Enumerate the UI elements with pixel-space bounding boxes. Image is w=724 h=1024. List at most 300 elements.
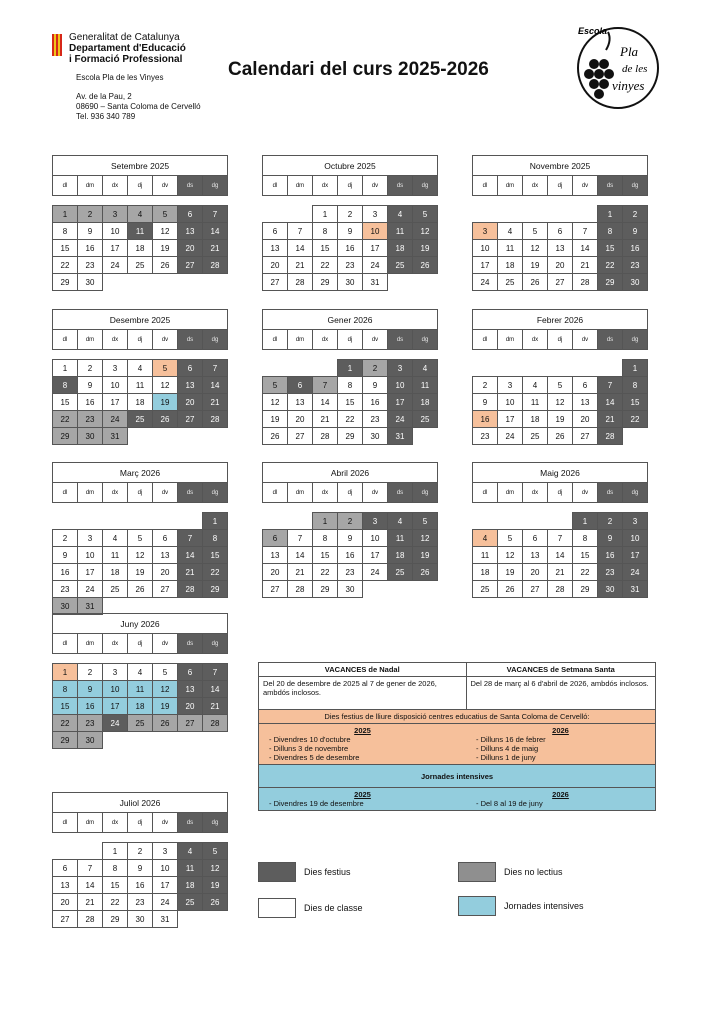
day-cell: 2 <box>53 530 78 547</box>
day-cell: 16 <box>598 547 623 564</box>
day-cell: 13 <box>573 394 598 411</box>
day-cell: 12 <box>413 223 438 240</box>
weekday-header: ds <box>388 330 413 350</box>
legend-label-intensives: Jornades intensives <box>504 901 584 911</box>
calendar-marc-2026 <box>52 462 228 615</box>
day-cell: 19 <box>548 411 573 428</box>
weekday-header: dl <box>53 483 78 503</box>
day-cell: 10 <box>78 547 103 564</box>
day-cell: 23 <box>53 581 78 598</box>
logo-text-top: Escola <box>578 26 608 36</box>
weekday-header: dl <box>263 176 288 196</box>
day-cell: 29 <box>338 428 363 445</box>
day-cell: 16 <box>78 394 103 411</box>
calendar-juny-2026 <box>52 613 228 749</box>
weekday-header: ds <box>178 634 203 654</box>
weekday-header: ds <box>178 176 203 196</box>
day-cell: 11 <box>413 377 438 394</box>
day-cell: 4 <box>523 377 548 394</box>
day-cell: 14 <box>203 223 228 240</box>
day-cell: 2 <box>363 360 388 377</box>
day-cell: 20 <box>548 257 573 274</box>
day-cell: 15 <box>203 547 228 564</box>
day-cell: 30 <box>338 581 363 598</box>
day-cell: 21 <box>548 564 573 581</box>
school-name: Escola Pla de les Vinyes <box>76 73 164 82</box>
day-cell: 6 <box>523 530 548 547</box>
address-line-2: 08690 – Santa Coloma de Cervelló <box>76 102 201 111</box>
day-cell: 12 <box>128 547 153 564</box>
day-cell: 7 <box>178 530 203 547</box>
day-cell: 26 <box>523 274 548 291</box>
day-cell: 6 <box>573 377 598 394</box>
day-cell: 7 <box>313 377 338 394</box>
weekday-header: ds <box>178 813 203 833</box>
day-cell: 22 <box>338 411 363 428</box>
lliure-2025-item: - Divendres 10 d'octubre <box>277 735 462 744</box>
intensives-title: Jornades intensives <box>259 765 656 788</box>
day-cell: 24 <box>103 411 128 428</box>
day-cell: 5 <box>153 360 178 377</box>
weekday-header: dl <box>473 483 498 503</box>
weekday-header: dj <box>338 176 363 196</box>
weekday-header: dx <box>313 483 338 503</box>
day-cell: 27 <box>178 257 203 274</box>
day-cell: 28 <box>313 428 338 445</box>
day-cell: 30 <box>338 274 363 291</box>
day-cell: 20 <box>153 564 178 581</box>
weekday-header: dx <box>313 176 338 196</box>
day-cell: 16 <box>338 240 363 257</box>
day-cell: 21 <box>573 257 598 274</box>
intensives-2025-item: - Divendres 19 de desembre <box>277 799 462 808</box>
day-cell: 8 <box>573 530 598 547</box>
day-cell: 15 <box>53 394 78 411</box>
day-cell: 27 <box>263 274 288 291</box>
weekday-header: dm <box>498 330 523 350</box>
school-logo <box>572 20 664 112</box>
day-cell: 16 <box>78 240 103 257</box>
day-cell: 15 <box>573 547 598 564</box>
day-cell: 17 <box>78 564 103 581</box>
weekday-header: ds <box>178 330 203 350</box>
day-cell: 14 <box>78 877 103 894</box>
lliure-2026-item: - Dilluns 4 de maig <box>484 744 651 753</box>
day-cell: 26 <box>153 715 178 732</box>
day-cell: 29 <box>103 911 128 928</box>
day-cell: 19 <box>263 411 288 428</box>
day-cell: 1 <box>313 206 338 223</box>
day-cell: 10 <box>153 860 178 877</box>
nadal-title: VACANCES de Nadal <box>259 663 467 677</box>
day-cell: 28 <box>598 428 623 445</box>
day-cell: 5 <box>153 206 178 223</box>
day-cell: 28 <box>203 257 228 274</box>
day-cell: 27 <box>548 274 573 291</box>
intensives-2026-item: - Del 8 al 19 de juny <box>484 799 651 808</box>
setmana-santa-text: Del 28 de març al 6 d'abril de 2026, ambdós inclosos. <box>466 677 656 710</box>
weekday-header: dl <box>473 330 498 350</box>
day-cell: 1 <box>53 206 78 223</box>
weekday-header: dx <box>103 176 128 196</box>
day-cell: 17 <box>498 411 523 428</box>
lliure-2025-year: 2025 <box>354 726 371 735</box>
day-cell: 9 <box>78 377 103 394</box>
day-cell: 24 <box>473 274 498 291</box>
weekday-header: dj <box>548 176 573 196</box>
day-cell: 7 <box>548 530 573 547</box>
weekday-header: dl <box>53 634 78 654</box>
day-cell: 8 <box>53 377 78 394</box>
weekday-header: dx <box>523 483 548 503</box>
day-cell: 10 <box>103 377 128 394</box>
day-cell: 22 <box>598 257 623 274</box>
weekday-header: dm <box>78 813 103 833</box>
day-cell: 14 <box>203 377 228 394</box>
day-cell: 10 <box>388 377 413 394</box>
day-cell: 29 <box>203 581 228 598</box>
day-cell: 18 <box>128 698 153 715</box>
weekday-header: dv <box>153 634 178 654</box>
day-cell: 7 <box>203 206 228 223</box>
day-cell: 22 <box>313 257 338 274</box>
day-cell: 29 <box>53 732 78 749</box>
weekday-header: dl <box>263 330 288 350</box>
day-cell: 21 <box>203 394 228 411</box>
day-cell: 20 <box>178 240 203 257</box>
day-cell: 10 <box>103 681 128 698</box>
day-cell: 17 <box>103 698 128 715</box>
day-cell: 12 <box>203 860 228 877</box>
weekday-header: dl <box>263 483 288 503</box>
day-cell: 2 <box>78 206 103 223</box>
legend-label-no-lectius: Dies no lectius <box>504 867 563 877</box>
day-cell: 3 <box>363 513 388 530</box>
day-cell: 18 <box>388 547 413 564</box>
day-cell: 2 <box>78 360 103 377</box>
day-cell: 3 <box>498 377 523 394</box>
legend-swatch-intensives <box>458 896 496 916</box>
day-cell: 15 <box>53 240 78 257</box>
day-cell: 30 <box>623 274 648 291</box>
day-cell: 30 <box>78 428 103 445</box>
day-cell: 17 <box>153 877 178 894</box>
day-cell: 12 <box>523 240 548 257</box>
day-cell: 19 <box>523 257 548 274</box>
day-cell: 6 <box>178 206 203 223</box>
weekday-header: ds <box>388 176 413 196</box>
day-cell: 31 <box>103 428 128 445</box>
weekday-header: dj <box>548 483 573 503</box>
day-cell: 12 <box>153 377 178 394</box>
weekday-header: dg <box>413 176 438 196</box>
day-cell: 4 <box>178 843 203 860</box>
day-cell: 31 <box>78 598 103 615</box>
day-cell: 6 <box>153 530 178 547</box>
day-cell: 17 <box>473 257 498 274</box>
weekday-header: dv <box>153 176 178 196</box>
day-cell: 22 <box>313 564 338 581</box>
weekday-header: dx <box>103 330 128 350</box>
weekday-header: dj <box>128 176 153 196</box>
day-cell: 16 <box>473 411 498 428</box>
day-cell: 11 <box>498 240 523 257</box>
weekday-header: dv <box>573 483 598 503</box>
day-cell: 24 <box>78 581 103 598</box>
weekday-header: dl <box>53 813 78 833</box>
day-cell: 16 <box>78 698 103 715</box>
month-title: Novembre 2025 <box>473 156 648 176</box>
legend-swatch-classe <box>258 898 296 918</box>
weekday-header: dv <box>573 176 598 196</box>
day-cell: 8 <box>313 223 338 240</box>
day-cell: 4 <box>388 513 413 530</box>
calendar-juliol-2026 <box>52 792 228 928</box>
day-cell: 26 <box>413 257 438 274</box>
day-cell: 19 <box>153 394 178 411</box>
day-cell: 28 <box>178 581 203 598</box>
day-cell: 14 <box>178 547 203 564</box>
day-cell: 8 <box>203 530 228 547</box>
day-cell: 23 <box>623 257 648 274</box>
day-cell: 30 <box>78 732 103 749</box>
day-cell: 26 <box>548 428 573 445</box>
day-cell: 17 <box>103 394 128 411</box>
day-cell: 2 <box>338 513 363 530</box>
lliure-2025-block <box>259 724 467 765</box>
day-cell: 3 <box>153 843 178 860</box>
day-cell: 21 <box>288 257 313 274</box>
day-cell: 17 <box>103 240 128 257</box>
weekday-header: dx <box>523 176 548 196</box>
lliure-2025-item: - Dilluns 3 de novembre <box>277 744 462 753</box>
day-cell: 5 <box>153 664 178 681</box>
day-cell: 14 <box>288 240 313 257</box>
day-cell: 4 <box>128 664 153 681</box>
day-cell: 14 <box>548 547 573 564</box>
weekday-header: dj <box>128 634 153 654</box>
day-cell: 15 <box>338 394 363 411</box>
day-cell: 3 <box>103 206 128 223</box>
day-cell: 15 <box>313 240 338 257</box>
weekday-header: dg <box>203 330 228 350</box>
day-cell: 23 <box>78 715 103 732</box>
day-cell: 16 <box>338 547 363 564</box>
day-cell: 21 <box>178 564 203 581</box>
day-cell: 14 <box>313 394 338 411</box>
gov-line-2: Departament d'Educació <box>69 43 186 54</box>
day-cell: 16 <box>53 564 78 581</box>
day-cell: 30 <box>53 598 78 615</box>
weekday-header: dj <box>128 330 153 350</box>
day-cell: 22 <box>623 411 648 428</box>
weekday-header: dv <box>363 483 388 503</box>
day-cell: 17 <box>388 394 413 411</box>
weekday-header: dg <box>203 483 228 503</box>
weekday-header: dg <box>623 176 648 196</box>
day-cell: 23 <box>473 428 498 445</box>
day-cell: 8 <box>103 860 128 877</box>
day-cell: 24 <box>363 564 388 581</box>
month-title: Setembre 2025 <box>53 156 228 176</box>
day-cell: 28 <box>548 581 573 598</box>
day-cell: 23 <box>598 564 623 581</box>
weekday-header: dl <box>53 176 78 196</box>
day-cell: 22 <box>53 257 78 274</box>
day-cell: 24 <box>153 894 178 911</box>
calendar-abril-2026 <box>262 462 438 598</box>
school-address <box>76 92 201 122</box>
day-cell: 6 <box>263 530 288 547</box>
day-cell: 24 <box>103 257 128 274</box>
day-cell: 13 <box>263 547 288 564</box>
day-cell: 26 <box>263 428 288 445</box>
day-cell: 26 <box>128 581 153 598</box>
weekday-header: dg <box>623 330 648 350</box>
day-cell: 24 <box>498 428 523 445</box>
day-cell: 25 <box>128 411 153 428</box>
day-cell: 6 <box>178 664 203 681</box>
day-cell: 12 <box>153 681 178 698</box>
day-cell: 27 <box>263 581 288 598</box>
day-cell: 18 <box>388 240 413 257</box>
day-cell: 8 <box>338 377 363 394</box>
weekday-header: dj <box>548 330 573 350</box>
day-cell: 25 <box>413 411 438 428</box>
day-cell: 15 <box>313 547 338 564</box>
day-cell: 13 <box>288 394 313 411</box>
day-cell: 8 <box>623 377 648 394</box>
day-cell: 27 <box>523 581 548 598</box>
weekday-header: dv <box>363 176 388 196</box>
day-cell: 6 <box>288 377 313 394</box>
day-cell: 13 <box>178 377 203 394</box>
weekday-header: dv <box>153 483 178 503</box>
day-cell: 9 <box>598 530 623 547</box>
day-cell: 25 <box>388 257 413 274</box>
day-cell: 15 <box>598 240 623 257</box>
day-cell: 6 <box>263 223 288 240</box>
month-title: Desembre 2025 <box>53 310 228 330</box>
day-cell: 11 <box>473 547 498 564</box>
month-title: Maig 2026 <box>473 463 648 483</box>
day-cell: 11 <box>128 223 153 240</box>
day-cell: 16 <box>128 877 153 894</box>
weekday-header: ds <box>598 176 623 196</box>
day-cell: 11 <box>388 223 413 240</box>
day-cell: 12 <box>263 394 288 411</box>
weekday-header: dm <box>498 483 523 503</box>
lliure-2026-block <box>466 724 656 765</box>
day-cell: 20 <box>573 411 598 428</box>
day-cell: 4 <box>498 223 523 240</box>
intensives-2025-block <box>259 788 467 811</box>
day-cell: 17 <box>363 547 388 564</box>
day-cell: 5 <box>203 843 228 860</box>
day-cell: 13 <box>263 240 288 257</box>
day-cell: 20 <box>53 894 78 911</box>
day-cell: 23 <box>363 411 388 428</box>
day-cell: 12 <box>413 530 438 547</box>
day-cell: 1 <box>53 664 78 681</box>
weekday-header: dl <box>53 330 78 350</box>
day-cell: 9 <box>338 530 363 547</box>
weekday-header: dm <box>78 330 103 350</box>
address-line-1: Av. de la Pau, 2 <box>76 92 132 101</box>
day-cell: 1 <box>53 360 78 377</box>
day-cell: 7 <box>203 664 228 681</box>
day-cell: 21 <box>78 894 103 911</box>
weekday-header: ds <box>598 483 623 503</box>
day-cell: 4 <box>128 360 153 377</box>
day-cell: 21 <box>598 411 623 428</box>
day-cell: 5 <box>413 206 438 223</box>
day-cell: 23 <box>128 894 153 911</box>
day-cell: 2 <box>598 513 623 530</box>
day-cell: 9 <box>473 394 498 411</box>
weekday-header: dv <box>153 813 178 833</box>
intensives-2026-year: 2026 <box>552 790 569 799</box>
day-cell: 7 <box>78 860 103 877</box>
page-title: Calendari del curs 2025-2026 <box>228 59 489 80</box>
weekday-header: dj <box>338 483 363 503</box>
day-cell: 2 <box>338 206 363 223</box>
lliure-disposicio-title: Dies festius de lliure disposició centres educatius de Santa Coloma de Cervelló: <box>259 710 656 724</box>
day-cell: 30 <box>598 581 623 598</box>
day-cell: 6 <box>178 360 203 377</box>
day-cell: 28 <box>573 274 598 291</box>
day-cell: 19 <box>203 877 228 894</box>
setmana-santa-title: VACANCES de Setmana Santa <box>466 663 656 677</box>
day-cell: 12 <box>153 223 178 240</box>
legend-label-festius: Dies festius <box>304 867 351 877</box>
day-cell: 20 <box>288 411 313 428</box>
day-cell: 9 <box>53 547 78 564</box>
calendar-desembre-2025 <box>52 309 228 445</box>
day-cell: 28 <box>288 274 313 291</box>
day-cell: 13 <box>178 223 203 240</box>
day-cell: 1 <box>598 206 623 223</box>
day-cell: 21 <box>313 411 338 428</box>
day-cell: 5 <box>523 223 548 240</box>
day-cell: 3 <box>103 664 128 681</box>
day-cell: 31 <box>363 274 388 291</box>
weekday-header: dm <box>498 176 523 196</box>
day-cell: 19 <box>413 547 438 564</box>
day-cell: 21 <box>203 698 228 715</box>
calendar-setembre-2025 <box>52 155 228 291</box>
day-cell: 6 <box>548 223 573 240</box>
logo-text-1: Pla <box>620 44 639 59</box>
day-cell: 18 <box>128 394 153 411</box>
day-cell: 4 <box>103 530 128 547</box>
weekday-header: dg <box>203 176 228 196</box>
month-title: Gener 2026 <box>263 310 438 330</box>
day-cell: 12 <box>548 394 573 411</box>
header-institution <box>52 32 201 122</box>
day-cell: 11 <box>178 860 203 877</box>
day-cell: 1 <box>103 843 128 860</box>
month-title: Febrer 2026 <box>473 310 648 330</box>
day-cell: 21 <box>288 564 313 581</box>
weekday-header: dm <box>288 176 313 196</box>
day-cell: 25 <box>178 894 203 911</box>
intensives-2025-year: 2025 <box>354 790 371 799</box>
day-cell: 27 <box>573 428 598 445</box>
day-cell: 25 <box>103 581 128 598</box>
day-cell: 16 <box>363 394 388 411</box>
day-cell: 14 <box>573 240 598 257</box>
